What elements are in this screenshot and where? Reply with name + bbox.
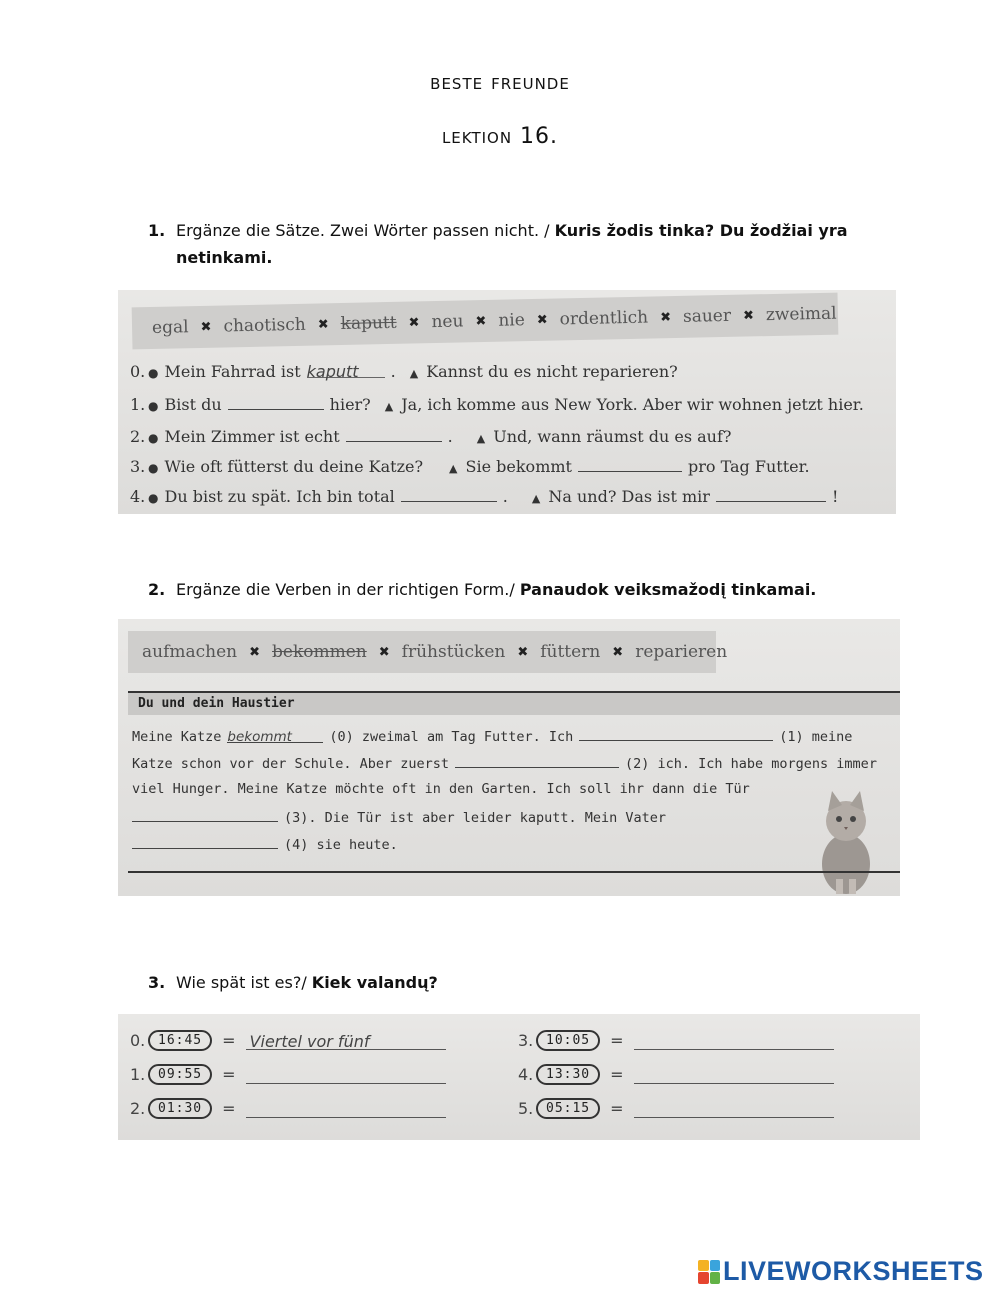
task-2-image [118,619,900,896]
story-text-segment: Katze schon vor der Schule. Aber zuerst [132,756,449,772]
separator-icon: ✖ [536,312,548,328]
separator-icon: ✖ [249,644,261,660]
time-item [130,1064,446,1085]
line-text: Mein Fahrrad ist [164,362,301,381]
line-text: Kannst du es nicht reparieren? [426,362,678,381]
line-text: Ja, ich komme aus New York. Aber wir wohnen jetzt hier. [401,395,864,414]
lesson-title: lektion 16. [441,124,559,149]
exercise-line [130,486,838,506]
answer-field[interactable] [228,394,324,410]
time-item [518,1098,834,1119]
line-text: Bist du [164,395,222,414]
triangle-icon: ▲ [476,432,486,445]
line-text: Mein Zimmer ist echt [164,427,340,446]
exercise-line [130,456,810,476]
separator-icon: ✖ [612,644,624,660]
item-number: 0. [130,1031,146,1050]
task-text-lt-cont: netinkami. [176,248,273,267]
line-text: . [390,362,396,381]
answer-field[interactable] [634,1032,834,1050]
word: nie [498,310,526,331]
word-used: bekommen [272,642,367,662]
answer-field-filled[interactable]: Viertel vor fünf [246,1032,446,1050]
task-text-lt: Kiek valandų? [311,973,438,992]
separator-icon: ✖ [317,316,329,333]
word-box [132,293,839,350]
separator-icon: ✖ [378,644,390,660]
answer-field-filled[interactable]: kaputt [307,362,385,378]
triangle-icon: ▲ [449,462,458,475]
story-text [132,727,882,862]
word: egal [151,317,189,338]
digital-clock: 10:05 [536,1030,600,1051]
story-text-segment: viel Hunger. Meine Katze möchte oft in den Garten. Ich soll ihr dann die Tür [132,781,750,797]
task-number: 1. [148,221,166,240]
word: frühstücken [401,642,506,662]
story-text-segment: (4) sie heute. [284,837,398,853]
answer-field[interactable] [346,426,442,442]
cat-image [816,789,876,894]
bullet-icon: ● [148,399,159,413]
item-number: 4. [518,1065,534,1084]
task-2-instruction [148,576,848,603]
task-number: 3. [148,973,166,992]
answer-field[interactable] [401,486,497,502]
line-number: 0. [130,362,146,381]
digital-clock: 05:15 [536,1098,600,1119]
logo-text: LIVEWORKSHEETS [723,1256,984,1286]
task-3-instruction [148,969,848,996]
word: chaotisch [223,314,306,337]
item-number: 3. [518,1031,534,1050]
story-text-segment: (1) meine [779,729,853,745]
answer-field[interactable] [132,835,278,849]
time-item [518,1030,834,1051]
answer-field[interactable] [132,808,278,822]
digital-clock: 01:30 [148,1098,212,1119]
word: füttern [540,642,601,662]
item-number: 5. [518,1099,534,1118]
worksheet-title: beste freunde [430,70,570,95]
story-text-segment: Meine Katze [132,729,222,745]
time-item [130,1098,446,1119]
time-item [130,1030,446,1051]
triangle-icon: ▲ [384,400,394,413]
line-number: 1. [130,395,146,414]
separator-icon: ✖ [659,309,672,325]
line-text: ! [831,487,839,506]
digital-clock: 13:30 [536,1064,600,1085]
word: zweimal [765,303,837,326]
story-text-segment: (2) ich. Ich habe morgens immer [624,756,877,772]
story-text-segment: (3). Die Tür ist aber leider kaputt. Mein Vater [284,810,667,826]
word-used: kaputt [340,312,397,335]
line-text: Und, wann räumst du es auf? [493,427,732,446]
triangle-icon: ▲ [409,367,419,380]
line-text: pro Tag Futter. [687,457,810,476]
task-1-image [118,290,896,514]
line-number: 2. [130,427,146,446]
bullet-icon: ● [148,491,159,505]
task-number: 2. [148,580,166,599]
item-number: 2. [130,1099,146,1118]
story-line [132,754,882,781]
answer-field[interactable] [246,1066,446,1084]
separator-icon: ✖ [517,644,529,660]
digital-clock: 16:45 [148,1030,212,1051]
word: aufmachen [142,642,238,662]
task-text: Ergänze die Verben in der richtigen Form./ [176,580,515,599]
exercise-line [130,394,864,414]
equals-sign: = [610,1099,624,1118]
line-text: . [502,487,508,506]
equals-sign: = [610,1065,624,1084]
answer-field[interactable] [579,727,773,741]
item-number: 1. [130,1065,146,1084]
line-text: Du bist zu spät. Ich bin total [164,487,395,506]
word: neu [431,311,464,333]
digital-clock: 09:55 [148,1064,212,1085]
answer-field[interactable] [578,456,682,472]
line-text: Na und? Das ist mir [548,487,710,506]
bullet-icon: ● [148,461,159,475]
liveworksheets-logo[interactable] [698,1256,984,1287]
line-number: 4. [130,487,146,506]
story-line [132,727,882,754]
task-text-lt: Panaudok veiksmažodį tinkamai. [519,580,817,599]
exercise-line [130,426,731,446]
task-text-lt: Kuris žodis tinka? Du žodžiai yra [554,221,848,240]
separator-icon: ✖ [200,319,212,335]
line-text: Sie bekommt [465,457,572,476]
separator-icon: ✖ [475,313,487,329]
equals-sign: = [222,1099,236,1118]
line-text: Wie oft fütterst du deine Katze? [164,457,424,476]
equals-sign: = [222,1031,236,1050]
line-text: hier? [329,395,371,414]
answer-field[interactable] [246,1100,446,1118]
story-title: Du und dein Haustier [128,691,900,715]
task-1-instruction [148,217,848,271]
story-line [132,808,882,835]
separator-icon: ✖ [742,307,755,324]
word: sauer [682,305,732,327]
word: ordentlich [559,307,649,330]
answer-field[interactable] [634,1100,834,1118]
equals-sign: = [222,1065,236,1084]
answer-field-filled[interactable]: bekommt [227,729,323,743]
time-item [518,1064,834,1085]
story-line [132,835,882,862]
equals-sign: = [610,1031,624,1050]
task-text: Wie spät ist es?/ [176,973,307,992]
logo-icon [698,1260,720,1284]
task-text: Ergänze die Sätze. Zwei Wörter passen nicht. / [176,221,550,240]
word: reparieren [635,642,728,662]
triangle-icon: ▲ [531,492,541,505]
exercise-line [130,362,678,381]
line-number: 3. [130,457,146,476]
bullet-icon: ● [148,366,159,380]
story-divider [128,871,900,873]
story-line [132,781,882,808]
answer-field[interactable] [634,1066,834,1084]
line-text: . [447,427,453,446]
separator-icon: ✖ [408,314,420,331]
answer-field[interactable] [716,486,826,502]
answer-field[interactable] [455,754,619,768]
bullet-icon: ● [148,431,159,445]
word-box [128,631,728,673]
task-3-image [118,1014,920,1140]
story-text-segment: (0) zweimal am Tag Futter. Ich [329,729,574,745]
